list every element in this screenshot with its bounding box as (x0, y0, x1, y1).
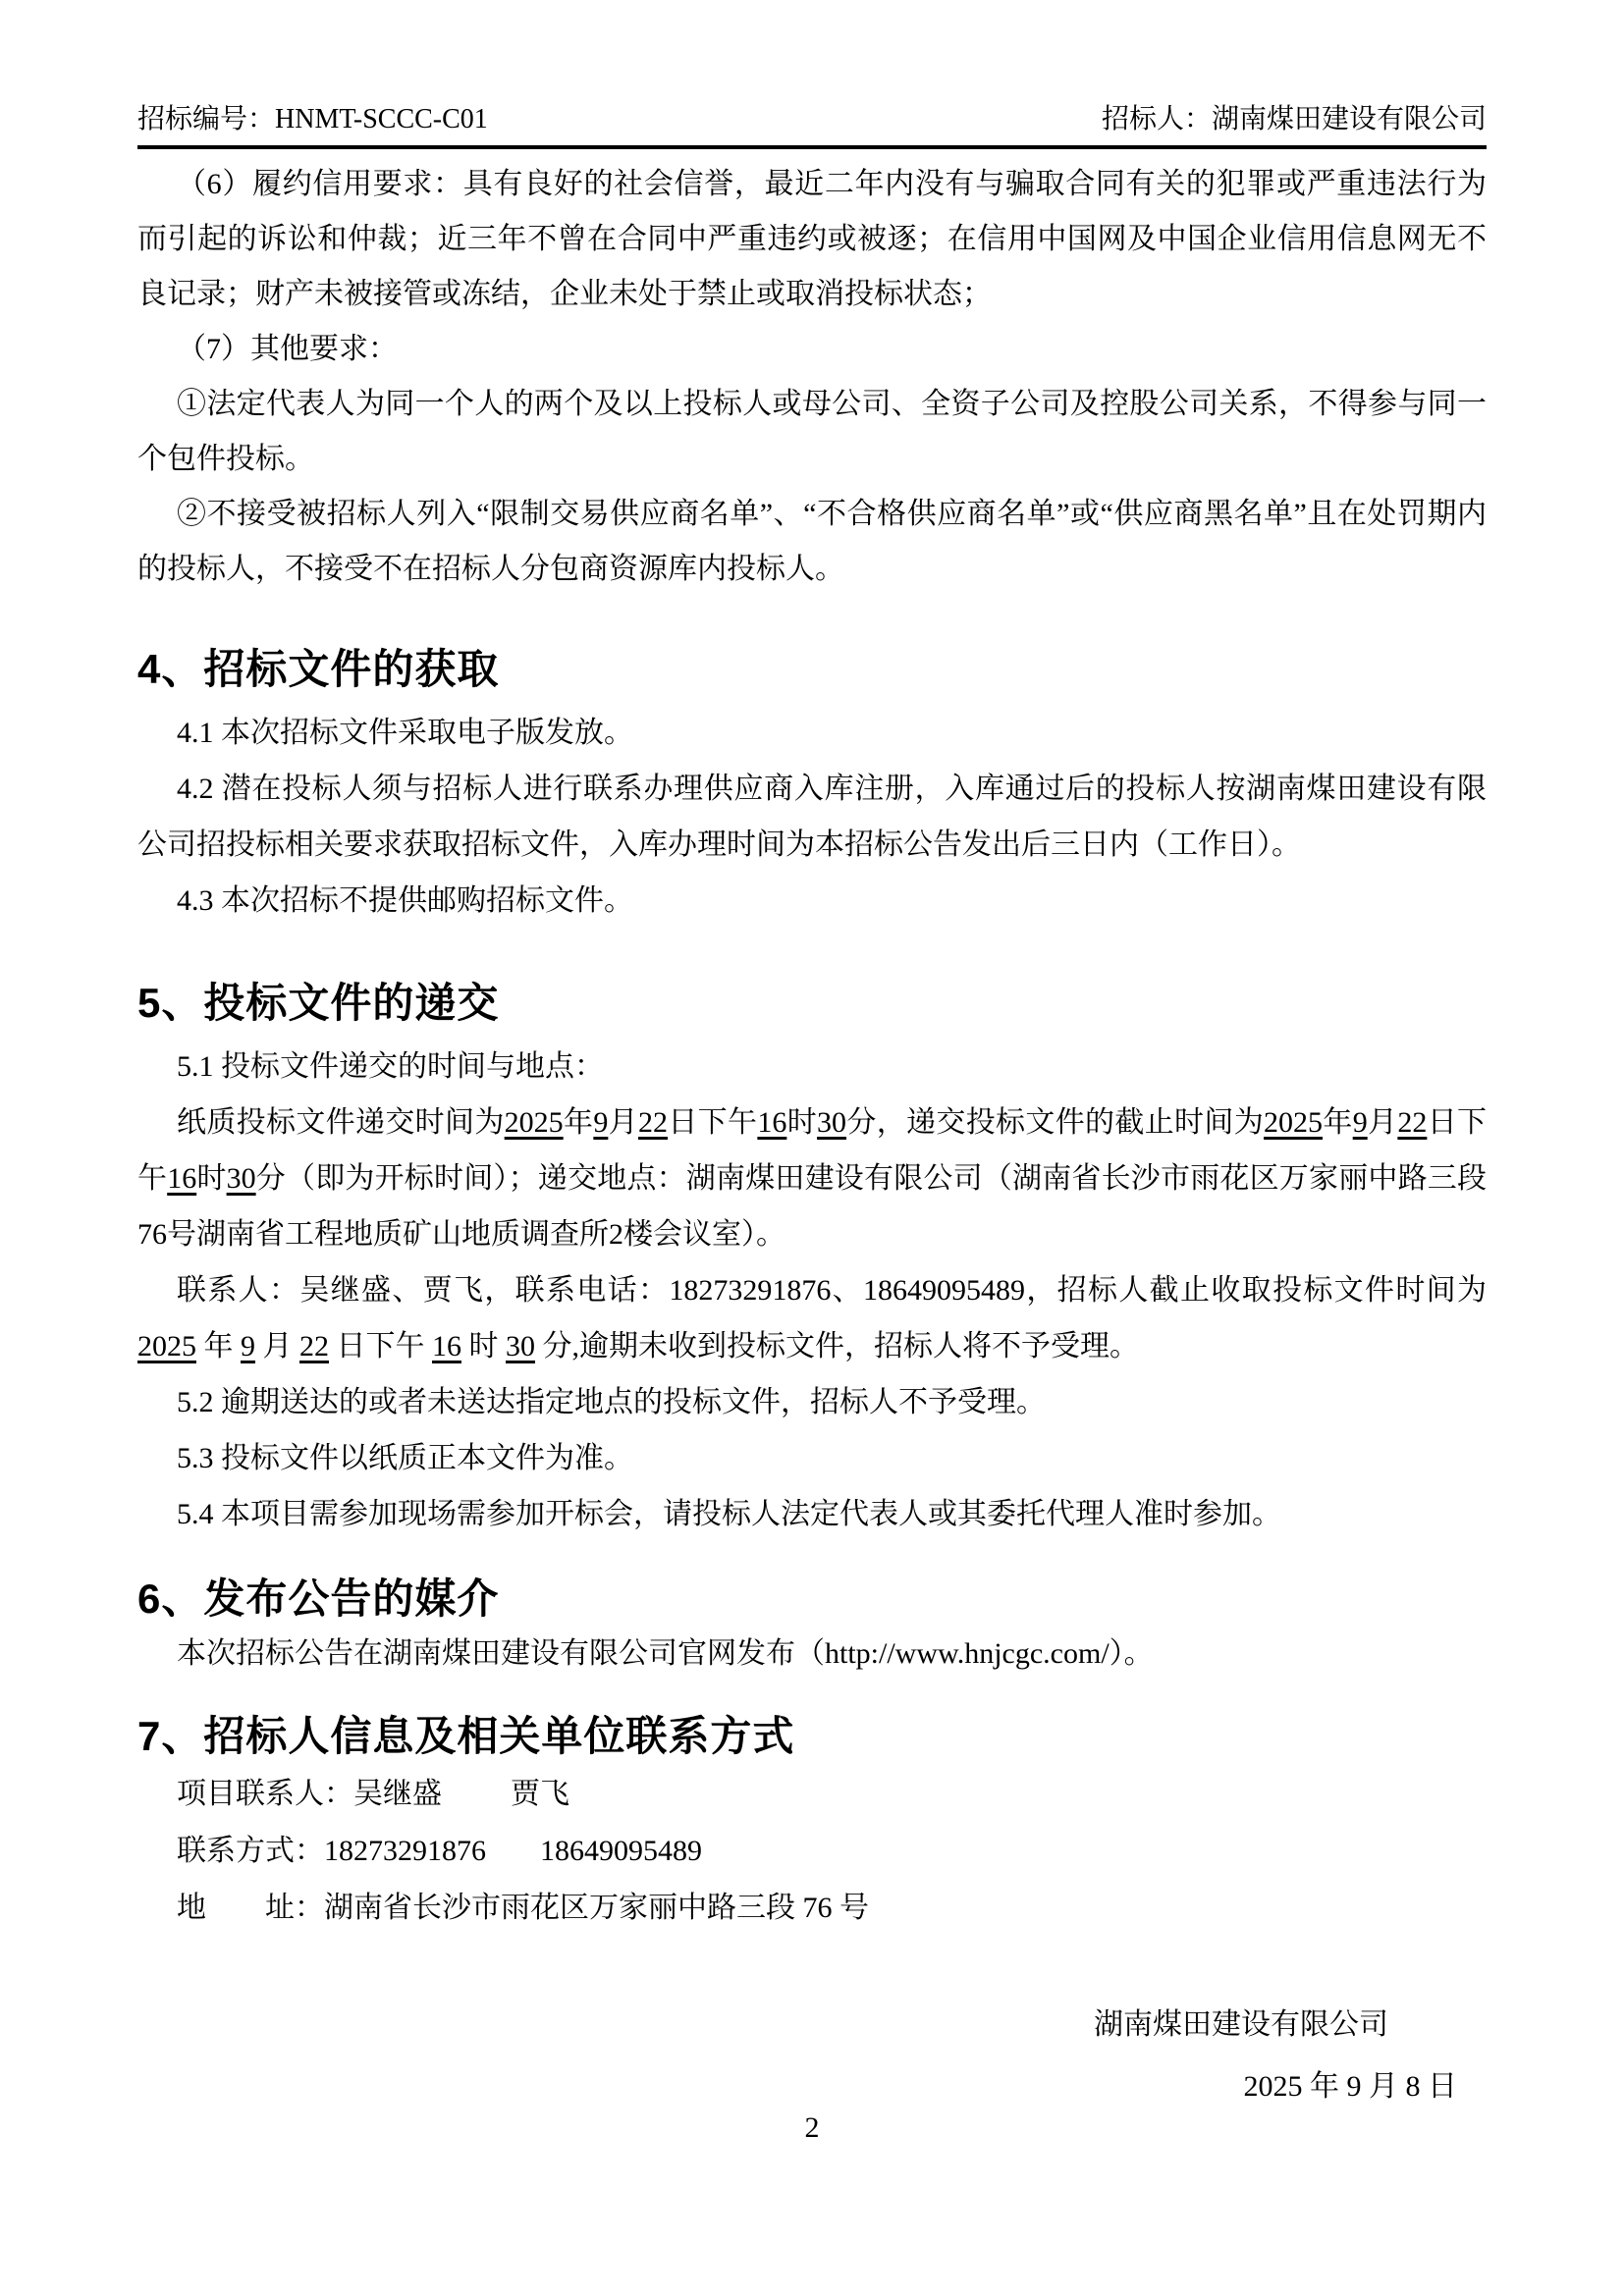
section4-p2: 4.2 潜在投标人须与招标人进行联系办理供应商入库注册，入库通过后的投标人按湖南煤田建设有限公司招投标相关要求获取招标文件，入库办理时间为本招标公告发出后三日内（工作日）。 (137, 773, 1487, 861)
page-number: 2 (804, 2111, 820, 2144)
section5-p5: 5.3 投标文件以纸质正本文件为准。 (177, 1442, 633, 1474)
project-contacts-label: 项目联系人： (177, 1778, 353, 1810)
section5-body (137, 1039, 1487, 1542)
clause-6-performance-credit: （6）履约信用要求：具有良好的社会信誉，最近二年内没有与骗取合同有关的犯罪或严重违法行为而引起的诉讼和仲裁；近三年不曾在合同中严重违约或被逐；在信用中国网及中国企业信用信息网无不良记录；财产未被接管或冻结，企业未处于禁止或取消投标状态； (137, 168, 1487, 310)
section4-p3: 4.3 本次招标不提供邮购招标文件。 (177, 884, 633, 917)
bid-number: 招标编号：HNMT-SCCC-C01 (137, 104, 488, 134)
address-label: 地 址： (177, 1892, 324, 1924)
section5-p4: 5.2 逾期送达的或者未送达指定地点的投标文件，招标人不予受理。 (177, 1386, 1046, 1418)
section5-p6: 5.4 本项目需参加现场需参加开标会，请投标人法定代表人或其委托代理人准时参加。 (177, 1498, 1281, 1530)
section5-p1: 5.1 投标文件递交的时间与地点： (177, 1050, 604, 1083)
section4-body (137, 705, 1487, 929)
phone-number-1: 18273291876 (324, 1835, 486, 1867)
clause-7-other-requirements: （7）其他要求： (177, 333, 398, 365)
section5-heading: 5、投标文件的递交 (137, 980, 500, 1026)
phones-label: 联系方式： (177, 1835, 324, 1867)
signature-company: 湖南煤田建设有限公司 (1094, 2008, 1388, 2041)
signature-block (137, 1994, 1487, 2117)
section4-p1: 4.1 本次招标文件采取电子版发放。 (177, 717, 633, 749)
clause-7-item-1: ①法定代表人为同一个人的两个及以上投标人或母公司、全资子公司及控股公司关系，不得参与同一个包件投标。 (137, 388, 1487, 475)
signature-date: 2025 年 9 月 8 日 (1243, 2070, 1457, 2103)
clause-7-item-2: ②不接受被招标人列入“限制交易供应商名单”、“不合格供应商名单”或“供应商黑名单”且在处罚期内的投标人，不接受不在招标人分包商资源库内投标人。 (137, 498, 1487, 585)
announcement-media-paragraph: 本次招标公告在湖南煤田建设有限公司官网发布（http://www.hnjcgc.com/）。 (177, 1637, 1154, 1670)
submission-time-paragraph: 纸质投标文件递交时间为2025年9月22日下午16时30分，递交投标文件的截止时间为2025年9月22日下午16时30分（即为开标时间）；递交地点：湖南煤田建设有限公司（湖南省长沙市雨花区万家丽中路三段76号湖南省工程地质矿山地质调查所2楼会议室）。 (137, 1106, 1488, 1251)
contact-name-1: 吴继盛 (353, 1778, 442, 1810)
section4-heading: 4、招标文件的获取 (137, 646, 500, 692)
address-value: 湖南省长沙市雨花区万家丽中路三段 76 号 (324, 1892, 869, 1924)
address-line (137, 1880, 1487, 1937)
section7-heading: 7、招标人信息及相关单位联系方式 (137, 1713, 795, 1759)
page-header (137, 104, 1487, 149)
section6-heading: 6、发布公告的媒介 (137, 1575, 500, 1622)
contact-deadline-paragraph: 联系人：吴继盛、贾飞，联系电话：18273291876、18649095489，招标人截止收取投标文件时间为 2025 年 9 月 22 日下午 16 时 30 分,逾期未收到投标文件，招标人将不予受理。 (137, 1274, 1487, 1362)
tenderer-name: 招标人：湖南煤田建设有限公司 (1101, 104, 1487, 134)
section7-body (137, 1766, 1487, 1937)
phone-number-2: 18649095489 (540, 1835, 702, 1867)
project-contacts-line (137, 1766, 1487, 1823)
section6-body (137, 1627, 1487, 1682)
contact-name-2: 贾飞 (511, 1778, 569, 1810)
contact-phones-line (137, 1823, 1487, 1880)
